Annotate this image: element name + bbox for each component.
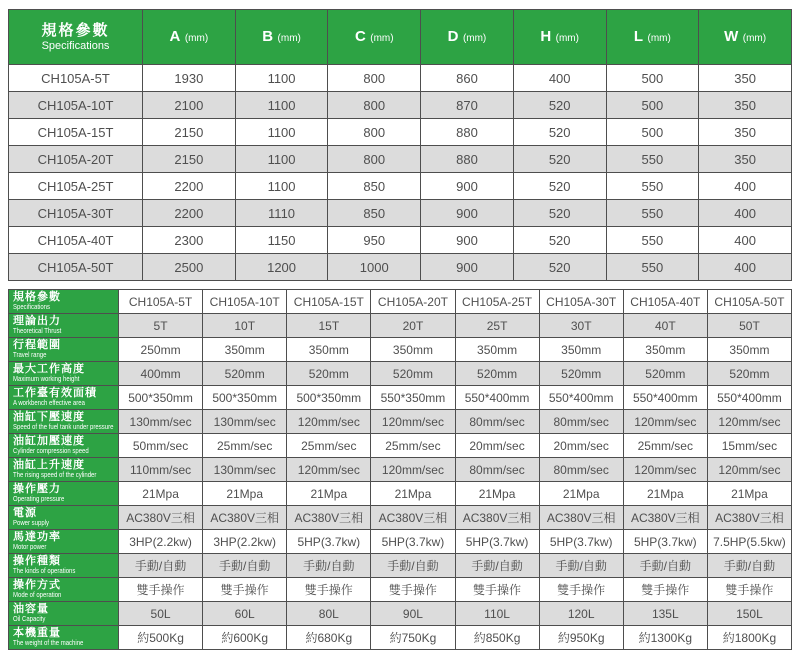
spec-cell: 120mm/sec bbox=[287, 458, 371, 482]
spec-cell: 約950Kg bbox=[539, 626, 623, 650]
specifications-header-cell bbox=[9, 10, 143, 65]
column-header-w bbox=[699, 10, 792, 65]
spec-cell: 120mm/sec bbox=[287, 410, 371, 434]
spec-cell: 25mm/sec bbox=[203, 434, 287, 458]
spec-cell: AC380V三相 bbox=[371, 506, 455, 530]
dimension-cell: 400 bbox=[699, 254, 792, 281]
table-row bbox=[9, 410, 792, 434]
dimension-cell: 400 bbox=[513, 65, 606, 92]
spec-cell: 350mm bbox=[539, 338, 623, 362]
table-row bbox=[9, 338, 792, 362]
column-letter: D bbox=[447, 28, 459, 45]
row-label-en: A workbench effective area bbox=[13, 398, 85, 408]
row-label-en: The weight of the machine bbox=[13, 638, 84, 648]
table-row bbox=[9, 578, 792, 602]
spec-cell: 約850Kg bbox=[455, 626, 539, 650]
spec-cell: 550*400mm bbox=[623, 386, 707, 410]
dimension-cell: 520 bbox=[513, 146, 606, 173]
dimension-cell: 800 bbox=[328, 92, 421, 119]
table-row bbox=[9, 386, 792, 410]
column-letter: L bbox=[633, 28, 644, 45]
table-row bbox=[9, 482, 792, 506]
spec-cell: 手動/自動 bbox=[623, 554, 707, 578]
spec-cell: 520mm bbox=[203, 362, 287, 386]
dimension-cell: 2200 bbox=[143, 200, 236, 227]
table-row bbox=[9, 362, 792, 386]
row-label-zh: 油容量 bbox=[13, 603, 49, 616]
dimension-cell: 850 bbox=[328, 200, 421, 227]
spec-cell: 約500Kg bbox=[119, 626, 203, 650]
spec-cell: 21Mpa bbox=[539, 482, 623, 506]
specifications-title-en: Specifications bbox=[41, 39, 110, 52]
spec-cell: 雙手操作 bbox=[287, 578, 371, 602]
spec-cell: 550*400mm bbox=[539, 386, 623, 410]
spec-cell: 15mm/sec bbox=[707, 434, 791, 458]
spec-cell: 60L bbox=[203, 602, 287, 626]
spec-title-en: Specifications bbox=[13, 302, 51, 312]
dimension-cell: 2500 bbox=[143, 254, 236, 281]
model-cell: CH105A-20T bbox=[9, 146, 143, 173]
spec-cell: 21Mpa bbox=[707, 482, 791, 506]
dimension-cell: 1100 bbox=[235, 65, 328, 92]
dimension-cell: 520 bbox=[513, 173, 606, 200]
dimension-cell: 1930 bbox=[143, 65, 236, 92]
spec-cell: 110L bbox=[455, 602, 539, 626]
spec-cell: AC380V三相 bbox=[119, 506, 203, 530]
spec-cell: 15T bbox=[287, 314, 371, 338]
dimension-cell: 550 bbox=[606, 254, 699, 281]
row-label bbox=[9, 362, 119, 386]
table-row bbox=[9, 65, 792, 92]
model-header: CH105A-5T bbox=[119, 290, 203, 314]
dimensions-table bbox=[8, 9, 792, 281]
spec-cell: 520mm bbox=[287, 362, 371, 386]
table-row bbox=[9, 626, 792, 650]
spec-cell: 約600Kg bbox=[203, 626, 287, 650]
row-label-en: The kinds of operations bbox=[13, 566, 76, 576]
specifications-title-zh: 規格參數 bbox=[41, 21, 110, 39]
column-unit: (mm) bbox=[370, 33, 394, 44]
spec-cell: 約750Kg bbox=[371, 626, 455, 650]
spec-cell: 350mm bbox=[371, 338, 455, 362]
row-label-zh: 本機重量 bbox=[13, 627, 61, 640]
spec-cell: 80mm/sec bbox=[455, 410, 539, 434]
row-label-zh: 操作種類 bbox=[13, 555, 61, 568]
spec-cell: 250mm bbox=[119, 338, 203, 362]
row-label bbox=[9, 314, 119, 338]
column-header-c bbox=[328, 10, 421, 65]
spec-cell: 20mm/sec bbox=[455, 434, 539, 458]
spec-cell: 約680Kg bbox=[287, 626, 371, 650]
dimension-cell: 400 bbox=[699, 173, 792, 200]
row-label-zh: 行程範圍 bbox=[13, 339, 61, 352]
spec-cell: 520mm bbox=[455, 362, 539, 386]
dimension-cell: 880 bbox=[421, 146, 514, 173]
model-cell: CH105A-5T bbox=[9, 65, 143, 92]
spec-cell: 500*350mm bbox=[203, 386, 287, 410]
spec-cell: AC380V三相 bbox=[539, 506, 623, 530]
spec-cell: 5HP(3.7kw) bbox=[455, 530, 539, 554]
dimension-cell: 350 bbox=[699, 65, 792, 92]
dimension-cell: 880 bbox=[421, 119, 514, 146]
model-header: CH105A-10T bbox=[203, 290, 287, 314]
row-label-zh: 油缸加壓速度 bbox=[13, 435, 85, 448]
dimension-cell: 1000 bbox=[328, 254, 421, 281]
spec-cell: 120mm/sec bbox=[707, 458, 791, 482]
spec-cell: 約1800Kg bbox=[707, 626, 791, 650]
row-label-en: Theoretical Thrust bbox=[13, 326, 62, 336]
spec-cell: 手動/自動 bbox=[119, 554, 203, 578]
spec-cell: 135L bbox=[623, 602, 707, 626]
dimension-cell: 800 bbox=[328, 65, 421, 92]
column-header-h bbox=[513, 10, 606, 65]
table-row bbox=[9, 200, 792, 227]
dimension-cell: 870 bbox=[421, 92, 514, 119]
dimension-cell: 500 bbox=[606, 92, 699, 119]
spec-cell: 550*400mm bbox=[455, 386, 539, 410]
spec-cell: 520mm bbox=[371, 362, 455, 386]
row-label-zh: 油缸上升速度 bbox=[13, 459, 85, 472]
table-row bbox=[9, 506, 792, 530]
row-label-en: The rising speed of the cylinder bbox=[13, 470, 97, 480]
dimension-cell: 350 bbox=[699, 92, 792, 119]
model-header: CH105A-50T bbox=[707, 290, 791, 314]
model-cell: CH105A-10T bbox=[9, 92, 143, 119]
spec-cell: AC380V三相 bbox=[455, 506, 539, 530]
spec-cell: 手動/自動 bbox=[455, 554, 539, 578]
spec-cell: 10T bbox=[203, 314, 287, 338]
spec-cell: 7.5HP(5.5kw) bbox=[707, 530, 791, 554]
spec-cell: 雙手操作 bbox=[455, 578, 539, 602]
spec-cell: 30T bbox=[539, 314, 623, 338]
spec-cell: AC380V三相 bbox=[203, 506, 287, 530]
row-label-zh: 電源 bbox=[13, 507, 37, 520]
column-letter: H bbox=[540, 28, 552, 45]
row-label-en: Speed of the fuel tank under pressure bbox=[13, 422, 114, 432]
spec-cell: 350mm bbox=[707, 338, 791, 362]
dimension-cell: 1100 bbox=[235, 119, 328, 146]
spec-cell: 25T bbox=[455, 314, 539, 338]
spec-cell: 350mm bbox=[455, 338, 539, 362]
dimension-cell: 550 bbox=[606, 200, 699, 227]
row-label bbox=[9, 482, 119, 506]
row-label-en: Mode of operation bbox=[13, 590, 62, 600]
column-unit: (mm) bbox=[462, 33, 487, 44]
table-row bbox=[9, 314, 792, 338]
dimension-cell: 2150 bbox=[143, 119, 236, 146]
spec-cell: 雙手操作 bbox=[623, 578, 707, 602]
row-label-zh: 操作方式 bbox=[13, 579, 61, 592]
table-row bbox=[9, 227, 792, 254]
row-label bbox=[9, 626, 119, 650]
column-unit: (mm) bbox=[742, 33, 767, 44]
spec-cell: 雙手操作 bbox=[371, 578, 455, 602]
spec-cell: 21Mpa bbox=[371, 482, 455, 506]
row-label bbox=[9, 338, 119, 362]
spec-cell: 21Mpa bbox=[623, 482, 707, 506]
dimension-cell: 400 bbox=[699, 200, 792, 227]
row-label-zh: 馬達功率 bbox=[13, 531, 61, 544]
spec-cell: 手動/自動 bbox=[707, 554, 791, 578]
spec-cell: 80mm/sec bbox=[539, 458, 623, 482]
spec-cell: 20T bbox=[371, 314, 455, 338]
dimension-cell: 1150 bbox=[235, 227, 328, 254]
column-header-a bbox=[143, 10, 236, 65]
spec-cell: 550*400mm bbox=[707, 386, 791, 410]
column-letter: W bbox=[724, 28, 739, 45]
model-header: CH105A-25T bbox=[455, 290, 539, 314]
spec-cell: 20mm/sec bbox=[539, 434, 623, 458]
spec-cell: 500*350mm bbox=[119, 386, 203, 410]
spec-cell: 3HP(2.2kw) bbox=[203, 530, 287, 554]
spec-cell: 25mm/sec bbox=[623, 434, 707, 458]
dimension-cell: 900 bbox=[421, 200, 514, 227]
spec-cell: 120mm/sec bbox=[371, 410, 455, 434]
model-header: CH105A-30T bbox=[539, 290, 623, 314]
row-label bbox=[9, 554, 119, 578]
row-label-zh: 操作壓力 bbox=[13, 483, 61, 496]
table-row bbox=[9, 434, 792, 458]
spec-table bbox=[8, 289, 792, 650]
model-header: CH105A-40T bbox=[623, 290, 707, 314]
dimension-cell: 1200 bbox=[235, 254, 328, 281]
row-label-en: Power supply bbox=[13, 518, 50, 528]
spec-cell: 80mm/sec bbox=[455, 458, 539, 482]
column-unit: (mm) bbox=[647, 33, 671, 44]
dimension-cell: 1100 bbox=[235, 173, 328, 200]
dimension-cell: 860 bbox=[421, 65, 514, 92]
row-label-zh: 工作臺有效面積 bbox=[13, 387, 97, 400]
row-label-en: Oil Capacity bbox=[13, 614, 46, 624]
dimension-cell: 550 bbox=[606, 146, 699, 173]
model-cell: CH105A-25T bbox=[9, 173, 143, 200]
spec-cell: 手動/自動 bbox=[539, 554, 623, 578]
spec-cell: 520mm bbox=[623, 362, 707, 386]
table-row bbox=[9, 173, 792, 200]
spec-cell: 400mm bbox=[119, 362, 203, 386]
row-label-en: Travel range bbox=[13, 350, 47, 360]
spec-cell: 5HP(3.7kw) bbox=[623, 530, 707, 554]
spec-cell: 110mm/sec bbox=[119, 458, 203, 482]
row-label bbox=[9, 530, 119, 554]
spec-cell: 520mm bbox=[707, 362, 791, 386]
dimension-cell: 520 bbox=[513, 119, 606, 146]
spec-cell: 120mm/sec bbox=[623, 410, 707, 434]
dimension-cell: 400 bbox=[699, 227, 792, 254]
spec-cell: 雙手操作 bbox=[707, 578, 791, 602]
spec-cell: 21Mpa bbox=[203, 482, 287, 506]
spec-cell: 80L bbox=[287, 602, 371, 626]
spec-cell: AC380V三相 bbox=[707, 506, 791, 530]
spec-cell: 130mm/sec bbox=[203, 410, 287, 434]
spec-cell: 5HP(3.7kw) bbox=[287, 530, 371, 554]
table-row bbox=[9, 146, 792, 173]
model-header: CH105A-20T bbox=[371, 290, 455, 314]
dimension-cell: 520 bbox=[513, 92, 606, 119]
row-label-zh: 油缸下壓速度 bbox=[13, 411, 85, 424]
dimension-cell: 800 bbox=[328, 119, 421, 146]
row-label bbox=[9, 410, 119, 434]
spec-cell: 雙手操作 bbox=[203, 578, 287, 602]
dimension-cell: 1100 bbox=[235, 92, 328, 119]
spec-cell: 約1300Kg bbox=[623, 626, 707, 650]
row-label-en: Motor power bbox=[13, 542, 47, 552]
dimension-cell: 520 bbox=[513, 254, 606, 281]
column-unit: (mm) bbox=[184, 33, 209, 44]
spec-cell: 350mm bbox=[623, 338, 707, 362]
spec-cell: 120mm/sec bbox=[707, 410, 791, 434]
table-row bbox=[9, 119, 792, 146]
row-label bbox=[9, 506, 119, 530]
row-label-zh: 最大工作高度 bbox=[13, 363, 85, 376]
row-label-en: Maximum working height bbox=[13, 374, 80, 384]
spec-cell: 130mm/sec bbox=[119, 410, 203, 434]
dimension-cell: 520 bbox=[513, 227, 606, 254]
model-cell: CH105A-50T bbox=[9, 254, 143, 281]
row-label bbox=[9, 458, 119, 482]
dimension-cell: 900 bbox=[421, 173, 514, 200]
spec-cell: 550*350mm bbox=[371, 386, 455, 410]
spec-cell: 5HP(3.7kw) bbox=[539, 530, 623, 554]
dimension-cell: 2300 bbox=[143, 227, 236, 254]
column-header-l bbox=[606, 10, 699, 65]
column-letter: C bbox=[354, 28, 366, 45]
spec-cell: 90L bbox=[371, 602, 455, 626]
spec-cell: 雙手操作 bbox=[539, 578, 623, 602]
spec-cell: 120L bbox=[539, 602, 623, 626]
spec-cell: 21Mpa bbox=[455, 482, 539, 506]
row-label-zh: 理論出力 bbox=[13, 315, 61, 328]
spec-cell: 手動/自動 bbox=[371, 554, 455, 578]
spec-cell: 25mm/sec bbox=[371, 434, 455, 458]
spec-cell: 5T bbox=[119, 314, 203, 338]
dimension-cell: 550 bbox=[606, 227, 699, 254]
spec-cell: 80mm/sec bbox=[539, 410, 623, 434]
dimension-cell: 1100 bbox=[235, 146, 328, 173]
spec-cell: 520mm bbox=[539, 362, 623, 386]
spec-cell: AC380V三相 bbox=[623, 506, 707, 530]
spec-cell: 50L bbox=[119, 602, 203, 626]
spec-header-row bbox=[9, 290, 792, 314]
dimensions-header-row bbox=[9, 10, 792, 65]
column-header-d bbox=[421, 10, 514, 65]
dimension-cell: 850 bbox=[328, 173, 421, 200]
column-letter: B bbox=[262, 28, 274, 45]
table-row bbox=[9, 92, 792, 119]
table-row bbox=[9, 530, 792, 554]
table-row bbox=[9, 554, 792, 578]
spec-cell: 雙手操作 bbox=[119, 578, 203, 602]
dimension-cell: 1110 bbox=[235, 200, 328, 227]
column-header-b bbox=[235, 10, 328, 65]
spec-cell: 21Mpa bbox=[119, 482, 203, 506]
dimension-cell: 500 bbox=[606, 65, 699, 92]
table-row bbox=[9, 458, 792, 482]
spec-cell: 3HP(2.2kw) bbox=[119, 530, 203, 554]
dimension-cell: 550 bbox=[606, 173, 699, 200]
spec-cell: 350mm bbox=[287, 338, 371, 362]
dimension-cell: 900 bbox=[421, 227, 514, 254]
column-unit: (mm) bbox=[277, 33, 301, 44]
spec-cell: 40T bbox=[623, 314, 707, 338]
dimension-cell: 520 bbox=[513, 200, 606, 227]
column-unit: (mm) bbox=[555, 33, 579, 44]
spec-cell: 21Mpa bbox=[287, 482, 371, 506]
spec-cell: 50mm/sec bbox=[119, 434, 203, 458]
dimension-cell: 950 bbox=[328, 227, 421, 254]
spec-cell: 5HP(3.7kw) bbox=[371, 530, 455, 554]
dimension-cell: 2200 bbox=[143, 173, 236, 200]
spec-cell: 120mm/sec bbox=[623, 458, 707, 482]
model-cell: CH105A-15T bbox=[9, 119, 143, 146]
dimension-cell: 350 bbox=[699, 146, 792, 173]
spec-cell: AC380V三相 bbox=[287, 506, 371, 530]
spec-cell: 50T bbox=[707, 314, 791, 338]
dimension-cell: 900 bbox=[421, 254, 514, 281]
spec-cell: 500*350mm bbox=[287, 386, 371, 410]
spec-cell: 150L bbox=[707, 602, 791, 626]
dimension-cell: 2100 bbox=[143, 92, 236, 119]
spec-cell: 25mm/sec bbox=[287, 434, 371, 458]
spec-cell: 手動/自動 bbox=[203, 554, 287, 578]
dimension-cell: 350 bbox=[699, 119, 792, 146]
dimension-cell: 800 bbox=[328, 146, 421, 173]
spec-header-cell bbox=[9, 290, 119, 314]
spec-cell: 130mm/sec bbox=[203, 458, 287, 482]
row-label bbox=[9, 578, 119, 602]
table-row bbox=[9, 254, 792, 281]
row-label-en: Operating pressure bbox=[13, 494, 65, 504]
spec-cell: 手動/自動 bbox=[287, 554, 371, 578]
model-cell: CH105A-40T bbox=[9, 227, 143, 254]
column-letter: A bbox=[169, 28, 181, 45]
row-label bbox=[9, 386, 119, 410]
spec-title-zh: 規格參數 bbox=[13, 291, 61, 304]
spec-cell: 350mm bbox=[203, 338, 287, 362]
model-cell: CH105A-30T bbox=[9, 200, 143, 227]
dimension-cell: 2150 bbox=[143, 146, 236, 173]
model-header: CH105A-15T bbox=[287, 290, 371, 314]
spec-cell: 120mm/sec bbox=[371, 458, 455, 482]
dimension-cell: 500 bbox=[606, 119, 699, 146]
row-label-en: Cylinder compression speed bbox=[13, 446, 89, 456]
row-label bbox=[9, 434, 119, 458]
